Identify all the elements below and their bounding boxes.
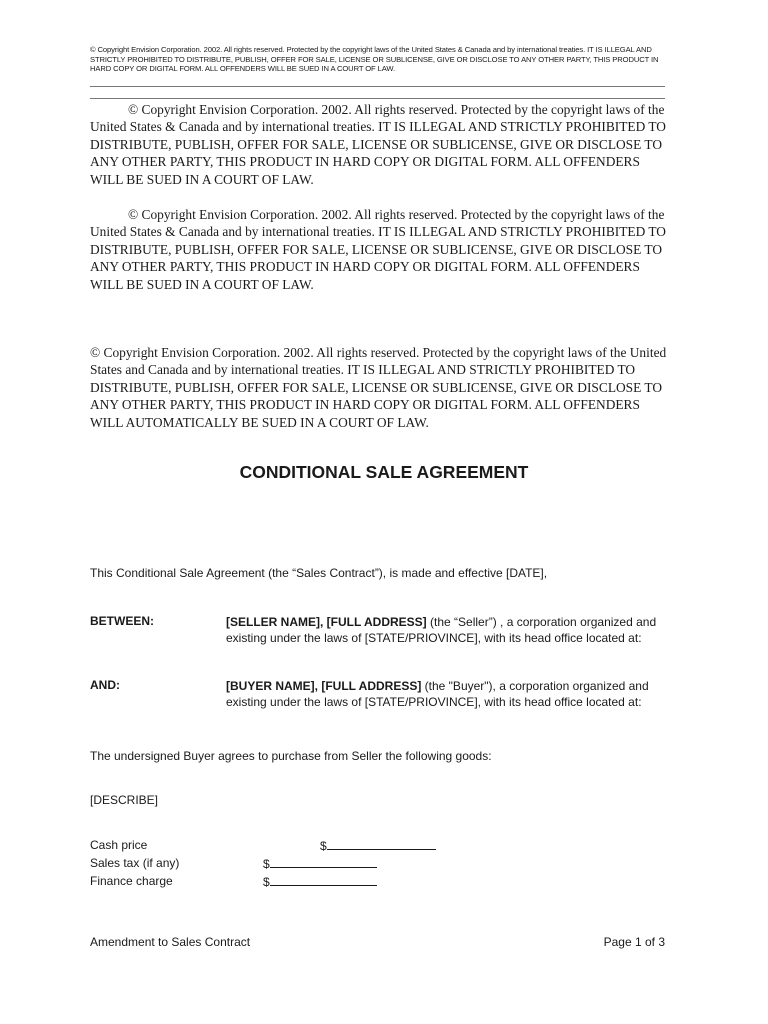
between-label: BETWEEN: bbox=[90, 614, 154, 628]
copyright-paragraph bbox=[90, 206, 670, 293]
buyer-name-placeholder: [BUYER NAME], [FULL ADDRESS] bbox=[226, 679, 422, 693]
cash-price-label: Cash price bbox=[90, 838, 148, 852]
copyright-paragraph: © Copyright Envision Corporation. 2002. All rights reserved. Protected by the copyright laws of the United States and Canada and by international treaties. IT IS ILLEGAL AND STRICTLY PROHIBITED TO DISTRIBUTE, PUBLISH, OFFER FOR SALE, LICENSE OR SUBLICENSE, GIVE OR DISCLOSE TO ANY OTHER PARTY, THIS PRODUCT IN HARD COPY OR DIGITAL FORM. ALL OFFENDERS WILL AUTOMATICALLY BE SUED IN A COURT OF LAW. bbox=[90, 345, 667, 430]
copyright-paragraph-text: © Copyright Envision Corporation. 2002. All rights reserved. Protected by the copyright laws of the United States & Canada and by international treaties. IT IS ILLEGAL AND STRICTLY PROHIBITED TO DISTRIBUTE, PUBLISH, OFFER FOR SALE, LICENSE OR SUBLICENSE, GIVE OR DISCLOSE TO ANY OTHER PARTY, THIS PRODUCT IN HARD COPY OR DIGITAL FORM. ALL OFFENDERS WILL BE SUED IN A COURT OF LAW. bbox=[90, 102, 666, 187]
copyright-paragraph-text: © Copyright Envision Corporation. 2002. All rights reserved. Protected by the copyright laws of the United States & Canada and by international treaties. IT IS ILLEGAL AND STRICTLY PROHIBITED TO DISTRIBUTE, PUBLISH, OFFER FOR SALE, LICENSE OR SUBLICENSE, GIVE OR DISCLOSE TO ANY OTHER PARTY, THIS PRODUCT IN HARD COPY OR DIGITAL FORM. ALL OFFENDERS WILL BE SUED IN A COURT OF LAW. bbox=[90, 207, 666, 292]
copyright-paragraph bbox=[90, 101, 670, 188]
buyer-clause bbox=[226, 678, 676, 710]
footer-document-name: Amendment to Sales Contract bbox=[90, 935, 251, 949]
finance-charge-field bbox=[263, 874, 377, 889]
cash-price-blank-line bbox=[327, 838, 436, 850]
goods-intro: The undersigned Buyer agrees to purchase from Seller the following goods: bbox=[90, 749, 492, 763]
finance-charge-blank-line bbox=[270, 874, 377, 886]
seller-clause bbox=[226, 614, 676, 646]
sales-tax-blank-line bbox=[270, 856, 377, 868]
sales-tax-label: Sales tax (if any) bbox=[90, 856, 180, 870]
header-rule-bottom bbox=[90, 98, 665, 99]
header-copyright-notice: © Copyright Envision Corporation. 2002. All rights reserved. Protected by the copyright laws of the United States & Canada and by international treaties. IT IS ILLEGAL AND STRICTLY PROHIBITED TO DISTRIBUTE, PUBLISH, OFFER FOR SALE, LICENSE OR SUBLICENSE, GIVE OR DISCLOSE TO ANY OTHER PARTY, THIS PRODUCT IN HARD COPY OR DIGITAL FORM. ALL OFFENDERS WILL BE SUED IN A COURT OF LAW. bbox=[90, 45, 659, 73]
cash-price-field bbox=[320, 838, 436, 853]
seller-description: (the “Seller”) , a corporation organized and existing under the laws of [STATE/PRIOVINCE], with its head office located at: bbox=[226, 615, 657, 645]
currency-symbol: $ bbox=[263, 875, 270, 889]
currency-symbol: $ bbox=[263, 857, 270, 871]
buyer-description: (the "Buyer"), a corporation organized and existing under the laws of [STATE/PRIOVINCE], with its head office located at: bbox=[226, 679, 649, 709]
footer-page-number: Page 1 of 3 bbox=[603, 935, 665, 949]
sales-tax-field bbox=[263, 856, 377, 871]
currency-symbol: $ bbox=[320, 839, 327, 853]
document-title: CONDITIONAL SALE AGREEMENT bbox=[239, 462, 529, 482]
header-rule-top bbox=[90, 86, 665, 87]
seller-name-placeholder: [SELLER NAME], [FULL ADDRESS] bbox=[226, 615, 427, 629]
and-label: AND: bbox=[90, 678, 120, 692]
describe-placeholder: [DESCRIBE] bbox=[90, 793, 159, 807]
agreement-intro: This Conditional Sale Agreement (the “Sales Contract”), is made and effective [DATE], bbox=[90, 566, 548, 580]
finance-charge-label: Finance charge bbox=[90, 874, 173, 888]
